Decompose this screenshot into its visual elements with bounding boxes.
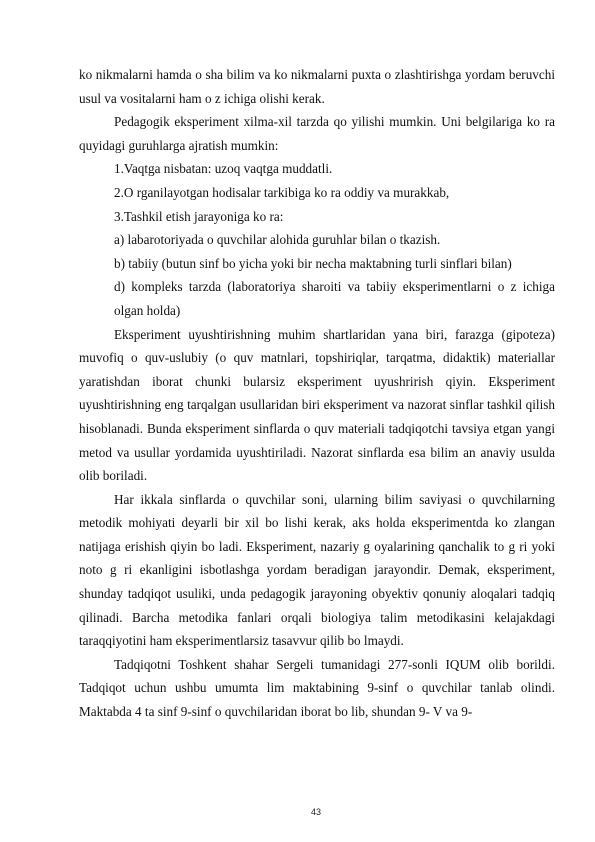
list-item-organization: 3.Tashkil etish jarayoniga ko ra: [114,208,284,224]
paragraph-research-site: Tadqiqotni Toshkent shahar Sergeli tumanidagi 277-sonli IQUM olib borildi. Tadqiqot uchun ushbu umumta lim maktabining 9-sinf o quvchilar tanlab olindi. Maktabda 4 ta sinf 9-sinf o quvchilaridan iborat bo lib, shundan 9- V va 9- [79,656,555,720]
list-item-phenomena: 2.O rganilayotgan hodisalar tarkibiga ko ra oddiy va murakkab, [114,184,450,200]
paragraph-experiment-types: Pedagogik eksperiment xilma-xil tarzda qo yilishi mumkin. Uni belgilariga ko ra quyidagi guruhlarga ajratish mumkin: [79,114,555,153]
list-item-b: b) tabiiy (butun sinf bo yicha yoki bir necha maktabning turli sinflari bilan) [114,255,512,271]
paragraph-both-classes: Har ikkala sinflarda o quvchilar soni, ularning bilim saviyasi o quvchilarning metodik mohiyati deyarli bir xil bo lishi kerak, aks holda eksperimentda ko zlangan natijaga erishish qiyin bo ladi. Eksperiment, nazariy g oyalarining qanchalik to g ri yoki noto g ri ekanligini isbotlashga yordam beradigan jarayondir. Demak, eksperiment, shunday tadqiqot usuliki, unda pedagogik jarayoning obyektiv qonuniy aloqalari tadqiq qilinadi. Barcha metodika fanlari orqali biologiya talim metodikasini kelajakdagi taraqqiyotini ham eksperimentlarsiz tasavvur qilib bo lmaydi. [79,491,555,649]
page-number: 43 [310,807,321,817]
list-item-d: d) kompleks tarzda (laboratoriya sharoiti va tabiiy eksperimentlarni o z ichiga olgan holda) [114,279,555,318]
paragraph-conditions: Eksperiment uyushtirishning muhim shartlaridan yana biri, farazga (gipoteza) muvofiq o quv-uslubiy (o quv matnlari, topshiriqlar, tarqatma, didaktik) materiallar yaratishdan iborat chunki bularsiz eksperiment uyushrirish qiyin. Eksperiment uyushtirishning eng tarqalgan usullaridan biri eksperiment va nazorat sinflar tashkil qilish hisoblanadi. Bunda eksperiment sinflarda o quv materiali tadqiqotchi tavsiya etgan yangi metod va usullar yordamida uyushtiriladi. Nazorat sinflarda esa bilim an anaviy usulda olib boriladi. [79,326,555,484]
paragraph-continuation: ko nikmalarni hamda o sha bilim va ko nikmalarni puxta o zlashtirishga yordam beruvchi usul va vositalarni ham o z ichiga olishi kerak. [79,67,555,106]
page-body [79,63,555,724]
list-item-a: a) labarotoriyada o quvchilar alohida guruhlar bilan o tkazish. [114,232,441,248]
list-item-time: 1.Vaqtga nisbatan: uzoq vaqtga muddatli. [114,161,333,177]
